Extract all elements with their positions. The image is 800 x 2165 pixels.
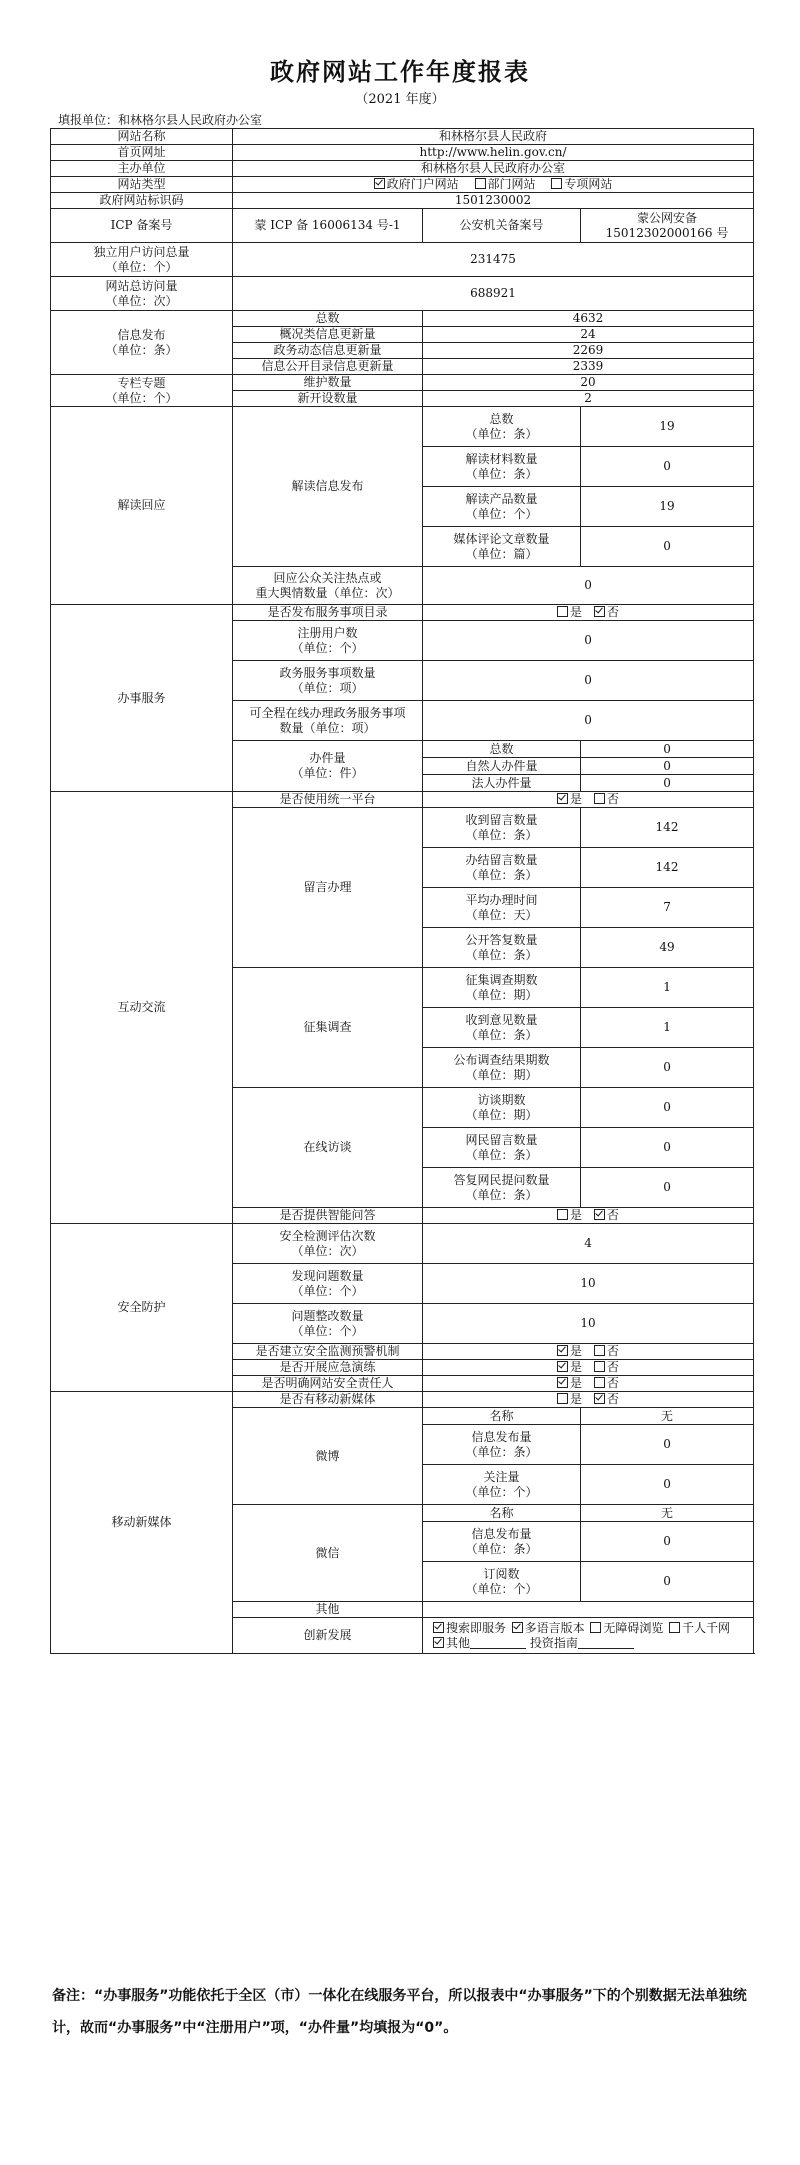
talk-msgs-text: 网民留言数量 bbox=[465, 1132, 538, 1147]
option-yes: 是 bbox=[569, 1392, 582, 1406]
interp-total-text: 总数 bbox=[489, 411, 514, 426]
checkbox-checked-icon bbox=[512, 1622, 523, 1633]
checks-value: 4 bbox=[423, 1224, 754, 1264]
weibo-pub-text: 信息发布量 bbox=[471, 1429, 532, 1444]
interp-respond-text1: 回应公众关注热点或 bbox=[273, 570, 382, 585]
info-overview-label: 概况类信息更新量 bbox=[233, 327, 423, 343]
wechat-pub: 0 bbox=[581, 1522, 754, 1562]
weibo-name-label: 名称 bbox=[423, 1408, 581, 1425]
uv-value: 231475 bbox=[233, 243, 754, 277]
done-unit: （单位：条） bbox=[465, 867, 538, 882]
site-name-label: 网站名称 bbox=[51, 129, 233, 145]
innov-guide: 投资指南 bbox=[529, 1635, 578, 1650]
media-other-label: 其他 bbox=[233, 1602, 423, 1618]
service-online: 0 bbox=[423, 701, 754, 741]
talk-periods-text: 访谈期数 bbox=[477, 1092, 526, 1107]
checkbox-checked-icon bbox=[433, 1622, 444, 1633]
fixed-text: 问题整改数量 bbox=[291, 1308, 364, 1323]
service-users-text: 注册用户数 bbox=[297, 625, 358, 640]
found-text: 发现问题数量 bbox=[291, 1268, 364, 1283]
interp-material: 0 bbox=[581, 447, 754, 487]
survey-periods-label bbox=[423, 968, 581, 1008]
checkbox-empty-icon bbox=[551, 178, 562, 189]
site-type-label: 网站类型 bbox=[51, 177, 233, 193]
innov-accessible: 无障碍浏览 bbox=[603, 1620, 664, 1635]
weibo-follow: 0 bbox=[581, 1465, 754, 1505]
pv-value: 688921 bbox=[233, 277, 754, 311]
wechat-pub-unit: （单位：条） bbox=[465, 1541, 538, 1556]
info-public: 2339 bbox=[423, 359, 754, 375]
option-no: 否 bbox=[607, 1360, 620, 1374]
psb-line1: 蒙公网安备 bbox=[637, 210, 698, 225]
blank-line bbox=[470, 1637, 526, 1649]
platform-options bbox=[423, 792, 754, 808]
talk-msgs-label bbox=[423, 1128, 581, 1168]
weibo-follow-label bbox=[423, 1465, 581, 1505]
type-option-portal: 政府门户网站 bbox=[386, 177, 459, 191]
service-online-text: 可全程在线办理政务服务事项 bbox=[249, 705, 406, 720]
interp-sub-label: 解读信息发布 bbox=[233, 407, 423, 567]
info-section-label bbox=[51, 311, 233, 375]
service-users-label bbox=[233, 621, 423, 661]
psb-label: 公安机关备案号 bbox=[423, 209, 581, 243]
homepage-label: 首页网址 bbox=[51, 145, 233, 161]
interp-product-label bbox=[423, 487, 581, 527]
opinions-value: 1 bbox=[581, 1008, 754, 1048]
sponsor-value: 和林格尔县人民政府办公室 bbox=[233, 161, 754, 177]
service-items-unit: （单位：项） bbox=[291, 680, 364, 695]
option-yes: 是 bbox=[569, 1344, 582, 1358]
monitor-label: 是否建立安全监测预警机制 bbox=[233, 1344, 423, 1360]
innov-multilang: 多语言版本 bbox=[524, 1620, 585, 1635]
option-no: 否 bbox=[607, 792, 620, 806]
weibo-name: 无 bbox=[581, 1408, 754, 1425]
page-title: 政府网站工作年度报表 bbox=[270, 57, 530, 86]
site-code: 1501230002 bbox=[233, 193, 754, 209]
wechat-pub-text: 信息发布量 bbox=[471, 1526, 532, 1541]
weibo-follow-unit: （单位：个） bbox=[465, 1484, 538, 1499]
talk-answers-unit: （单位：条） bbox=[465, 1187, 538, 1202]
found-unit: （单位：个） bbox=[291, 1283, 364, 1298]
info-public-label: 信息公开目录信息更新量 bbox=[233, 359, 423, 375]
security-section-label: 安全防护 bbox=[51, 1224, 233, 1392]
service-users-unit: （单位：个） bbox=[291, 640, 364, 655]
interp-product-text: 解读产品数量 bbox=[465, 491, 538, 506]
interp-respond-text2: 重大舆情数量（单位：次） bbox=[255, 585, 400, 600]
checkbox-empty-icon bbox=[594, 1377, 605, 1388]
checkbox-empty-icon bbox=[594, 1345, 605, 1356]
smart-options bbox=[423, 1208, 754, 1224]
interp-media-unit: （单位：篇） bbox=[465, 546, 538, 561]
media-has-label: 是否有移动新媒体 bbox=[233, 1392, 423, 1408]
survey-periods: 1 bbox=[581, 968, 754, 1008]
column-unit: （单位：个） bbox=[105, 390, 178, 405]
avg-value: 7 bbox=[581, 888, 754, 928]
innov-other: 其他 bbox=[446, 1635, 471, 1650]
info-unit: （单位：条） bbox=[105, 342, 178, 357]
service-section-label: 办事服务 bbox=[51, 605, 233, 792]
talk-answers-label bbox=[423, 1168, 581, 1208]
interp-material-text: 解读材料数量 bbox=[465, 451, 538, 466]
info-total: 4632 bbox=[423, 311, 754, 327]
talk-label: 在线访谈 bbox=[233, 1088, 423, 1208]
platform-label: 是否使用统一平台 bbox=[233, 792, 423, 808]
checkbox-checked-icon bbox=[557, 793, 568, 804]
handle-natural-label: 自然人办件量 bbox=[423, 758, 581, 775]
talk-answers-text: 答复网民提问数量 bbox=[453, 1172, 550, 1187]
handle-natural: 0 bbox=[581, 758, 754, 775]
service-online-label bbox=[233, 701, 423, 741]
wechat-sub-text: 订阅数 bbox=[483, 1566, 520, 1581]
interp-media-text: 媒体评论文章数量 bbox=[453, 531, 550, 546]
smart-label: 是否提供智能问答 bbox=[233, 1208, 423, 1224]
service-catalog-label: 是否发布服务事项目录 bbox=[233, 605, 423, 621]
results-text: 公布调查结果期数 bbox=[453, 1052, 550, 1067]
weibo-follow-text: 关注量 bbox=[483, 1469, 520, 1484]
weibo-pub-label bbox=[423, 1425, 581, 1465]
interp-respond: 0 bbox=[423, 567, 754, 605]
interp-media: 0 bbox=[581, 527, 754, 567]
option-no: 否 bbox=[607, 1344, 620, 1358]
handle-total-label: 总数 bbox=[423, 741, 581, 758]
innovation-options bbox=[423, 1618, 754, 1654]
option-yes: 是 bbox=[569, 792, 582, 806]
weibo-pub: 0 bbox=[581, 1425, 754, 1465]
interp-product: 19 bbox=[581, 487, 754, 527]
report-year: （2021 年度） bbox=[355, 92, 445, 107]
fixed-label bbox=[233, 1304, 423, 1344]
innovation-section-label: 创新发展 bbox=[233, 1618, 423, 1654]
talk-answers: 0 bbox=[581, 1168, 754, 1208]
interp-total-label bbox=[423, 407, 581, 447]
option-no: 否 bbox=[607, 1376, 620, 1390]
service-handle-label bbox=[233, 741, 423, 792]
wechat-sub: 0 bbox=[581, 1562, 754, 1602]
media-section-label: 移动新媒体 bbox=[51, 1392, 233, 1654]
results-value: 0 bbox=[581, 1048, 754, 1088]
survey-label: 征集调查 bbox=[233, 968, 423, 1088]
checkbox-empty-icon bbox=[594, 793, 605, 804]
column-new: 2 bbox=[423, 391, 754, 407]
checkbox-checked-icon bbox=[557, 1361, 568, 1372]
avg-label bbox=[423, 888, 581, 928]
column-section-label bbox=[51, 375, 233, 407]
fixed-value: 10 bbox=[423, 1304, 754, 1344]
checkbox-empty-icon bbox=[590, 1622, 601, 1633]
column-maintain: 20 bbox=[423, 375, 754, 391]
column-label: 专栏专题 bbox=[117, 375, 166, 390]
info-label: 信息发布 bbox=[117, 327, 166, 342]
opinions-unit: （单位：条） bbox=[465, 1027, 538, 1042]
checkbox-checked-icon bbox=[374, 178, 385, 189]
service-handle-text: 办件量 bbox=[309, 751, 346, 765]
media-has-options bbox=[423, 1392, 754, 1408]
reply-text: 公开答复数量 bbox=[465, 932, 538, 947]
service-items-label bbox=[233, 661, 423, 701]
wechat-pub-label bbox=[423, 1522, 581, 1562]
interp-respond-label bbox=[233, 567, 423, 605]
weibo-pub-unit: （单位：条） bbox=[465, 1444, 538, 1459]
results-label bbox=[423, 1048, 581, 1088]
checks-unit: （单位：次） bbox=[291, 1243, 364, 1258]
checkbox-empty-icon bbox=[557, 1209, 568, 1220]
interp-material-label bbox=[423, 447, 581, 487]
talk-msgs-unit: （单位：条） bbox=[465, 1147, 538, 1162]
media-other-value bbox=[423, 1602, 754, 1618]
service-catalog-options bbox=[423, 605, 754, 621]
info-dynamic: 2269 bbox=[423, 343, 754, 359]
wechat-sub-unit: （单位：个） bbox=[465, 1581, 538, 1596]
checkbox-checked-icon bbox=[594, 1393, 605, 1404]
reporting-unit: 填报单位：和林格尔县人民政府办公室 bbox=[58, 113, 263, 127]
checks-text: 安全检测评估次数 bbox=[279, 1228, 376, 1243]
opinions-text: 收到意见数量 bbox=[465, 1012, 538, 1027]
handle-total: 0 bbox=[581, 741, 754, 758]
checkbox-empty-icon bbox=[669, 1622, 680, 1633]
info-overview: 24 bbox=[423, 327, 754, 343]
opinions-label bbox=[423, 1008, 581, 1048]
info-dynamic-label: 政务动态信息更新量 bbox=[233, 343, 423, 359]
site-name: 和林格尔县人民政府 bbox=[233, 129, 754, 145]
psb-line2: 15012302000166 号 bbox=[605, 225, 729, 240]
fixed-unit: （单位：个） bbox=[291, 1323, 364, 1338]
report-table bbox=[50, 128, 754, 1654]
done-value: 142 bbox=[581, 848, 754, 888]
info-total-label: 总数 bbox=[233, 311, 423, 327]
interp-total-unit: （单位：条） bbox=[465, 426, 538, 441]
survey-periods-unit: （单位：期） bbox=[465, 987, 538, 1002]
checkbox-checked-icon bbox=[557, 1345, 568, 1356]
interp-product-unit: （单位：个） bbox=[465, 506, 538, 521]
monitor-options bbox=[423, 1344, 754, 1360]
talk-msgs: 0 bbox=[581, 1128, 754, 1168]
icp-label: ICP 备案号 bbox=[51, 209, 233, 243]
checkbox-checked-icon bbox=[594, 1209, 605, 1220]
option-no: 否 bbox=[607, 1208, 620, 1222]
option-no: 否 bbox=[607, 605, 620, 619]
blank-line bbox=[578, 1637, 634, 1649]
option-yes: 是 bbox=[569, 1208, 582, 1222]
survey-periods-text: 征集调查期数 bbox=[465, 972, 538, 987]
talk-periods: 0 bbox=[581, 1088, 754, 1128]
checks-label bbox=[233, 1224, 423, 1264]
uv-unit: （单位：个） bbox=[105, 259, 178, 274]
checkbox-empty-icon bbox=[475, 178, 486, 189]
innov-personal: 千人千网 bbox=[681, 1620, 730, 1635]
pv-unit: （单位：次） bbox=[105, 293, 178, 308]
interp-material-unit: （单位：条） bbox=[465, 466, 538, 481]
talk-periods-unit: （单位：期） bbox=[465, 1107, 538, 1122]
checkbox-empty-icon bbox=[557, 606, 568, 617]
recv-value: 142 bbox=[581, 808, 754, 848]
homepage-url: http://www.helin.gov.cn/ bbox=[233, 145, 754, 161]
handle-legal-label: 法人办件量 bbox=[423, 775, 581, 792]
option-no: 否 bbox=[607, 1392, 620, 1406]
avg-unit: （单位：天） bbox=[465, 907, 538, 922]
service-items-text: 政务服务事项数量 bbox=[279, 665, 376, 680]
recv-unit: （单位：条） bbox=[465, 827, 538, 842]
interp-total: 19 bbox=[581, 407, 754, 447]
site-code-label: 政府网站标识码 bbox=[51, 193, 233, 209]
innov-search: 搜索即服务 bbox=[446, 1620, 507, 1635]
done-text: 办结留言数量 bbox=[465, 852, 538, 867]
type-option-department: 部门网站 bbox=[487, 177, 536, 191]
drill-options bbox=[423, 1360, 754, 1376]
sponsor-label: 主办单位 bbox=[51, 161, 233, 177]
psb-value bbox=[581, 209, 754, 243]
results-unit: （单位：期） bbox=[465, 1067, 538, 1082]
talk-periods-label bbox=[423, 1088, 581, 1128]
wechat-name: 无 bbox=[581, 1505, 754, 1522]
avg-text: 平均办理时间 bbox=[465, 892, 538, 907]
column-new-label: 新开设数量 bbox=[233, 391, 423, 407]
column-maintain-label: 维护数量 bbox=[233, 375, 423, 391]
reply-value: 49 bbox=[581, 928, 754, 968]
footnote: 备注：“办事服务”功能依托于全区（市）一体化在线服务平台，所以报表中“办事服务”下的个别数据无法单独统计，故而“办事服务”中“注册用户”项，“办件量”均填报为“0”。 bbox=[52, 1988, 747, 2036]
uv-label-text: 独立用户访问总量 bbox=[93, 244, 190, 259]
option-yes: 是 bbox=[569, 605, 582, 619]
found-label bbox=[233, 1264, 423, 1304]
wechat-sub-label bbox=[423, 1562, 581, 1602]
checkbox-empty-icon bbox=[594, 1361, 605, 1372]
person-options bbox=[423, 1376, 754, 1392]
interact-section-label: 互动交流 bbox=[51, 792, 233, 1224]
interp-media-label bbox=[423, 527, 581, 567]
icp-value: 蒙 ICP 备 16006134 号-1 bbox=[233, 209, 423, 243]
wechat-name-label: 名称 bbox=[423, 1505, 581, 1522]
option-yes: 是 bbox=[569, 1360, 582, 1374]
recv-text: 收到留言数量 bbox=[465, 812, 538, 827]
checkbox-empty-icon bbox=[557, 1393, 568, 1404]
checkbox-checked-icon bbox=[594, 606, 605, 617]
option-yes: 是 bbox=[569, 1376, 582, 1390]
pv-label-text: 网站总访问量 bbox=[105, 278, 178, 293]
service-items: 0 bbox=[423, 661, 754, 701]
reply-label bbox=[423, 928, 581, 968]
wechat-label: 微信 bbox=[233, 1505, 423, 1602]
service-users: 0 bbox=[423, 621, 754, 661]
interp-section-label: 解读回应 bbox=[51, 407, 233, 605]
drill-label: 是否开展应急演练 bbox=[233, 1360, 423, 1376]
service-online-unit: 数量（单位：项） bbox=[279, 720, 376, 735]
service-handle-unit: （单位：件） bbox=[291, 766, 364, 780]
reply-unit: （单位：条） bbox=[465, 947, 538, 962]
done-label bbox=[423, 848, 581, 888]
weibo-label: 微博 bbox=[233, 1408, 423, 1505]
recv-label bbox=[423, 808, 581, 848]
found-value: 10 bbox=[423, 1264, 754, 1304]
site-type-options bbox=[233, 177, 754, 193]
checkbox-checked-icon bbox=[557, 1377, 568, 1388]
msg-label: 留言办理 bbox=[233, 808, 423, 968]
checkbox-checked-icon bbox=[433, 1637, 444, 1648]
person-label: 是否明确网站安全责任人 bbox=[233, 1376, 423, 1392]
type-option-special: 专项网站 bbox=[564, 177, 613, 191]
uv-label bbox=[51, 243, 233, 277]
handle-legal: 0 bbox=[581, 775, 754, 792]
pv-label bbox=[51, 277, 233, 311]
